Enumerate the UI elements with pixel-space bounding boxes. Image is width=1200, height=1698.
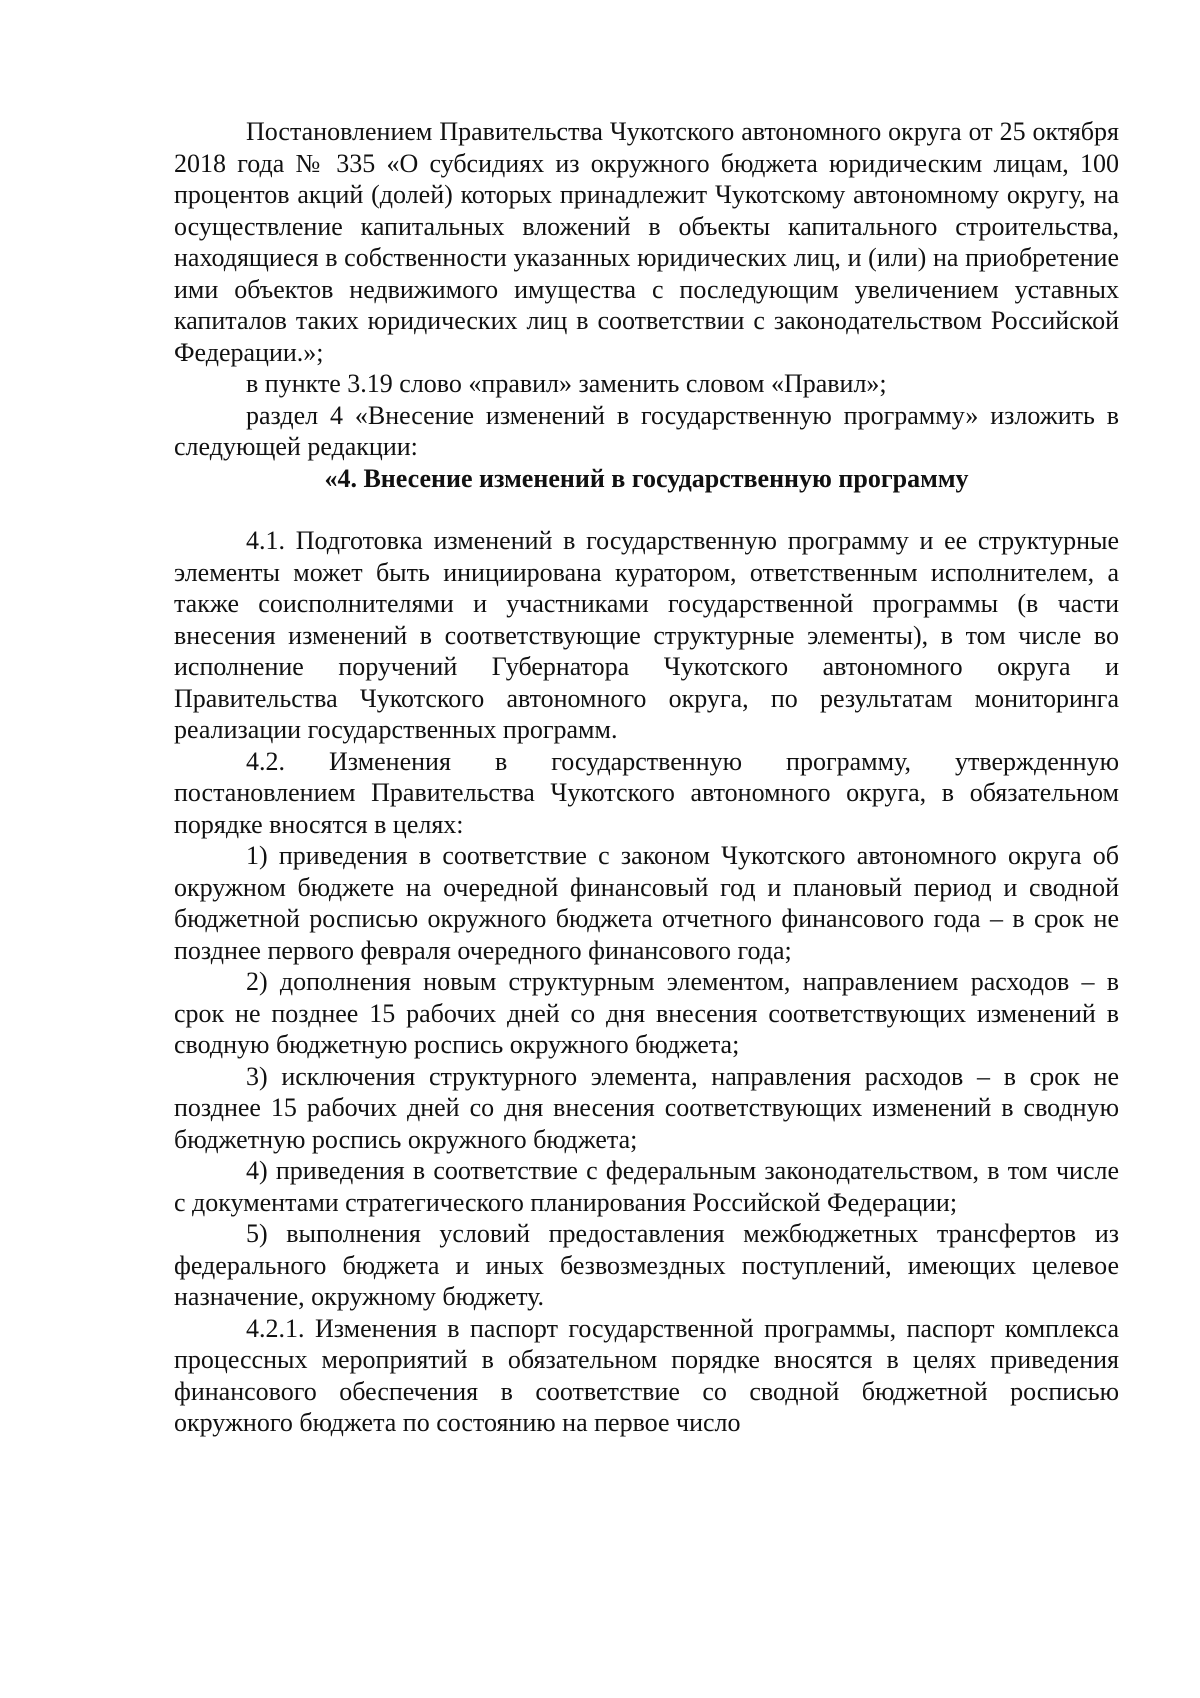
list-item-5: 5) выполнения условий предоставления межбюджетных трансфертов из федерального бюджета и иных безвозмездных поступлений, имеющих целевое назначение, окружному бюджету. [174,1219,1119,1311]
paragraph-4-2-1: 4.2.1. Изменения в паспорт государственной программы, паспорт комплекса процессных мероприятий в обязательном порядке вносятся в целях приведения финансового обеспечения в соответствие со сводной бюджетной росписью окружного бюджета по состоянию на первое число [174,1313,1119,1437]
list-item-3: 3) исключения структурного элемента, направления расходов – в срок не позднее 15 рабочих дней со дня внесения соответствующих изменений в сводную бюджетную роспись окружного бюджета; [174,1061,1119,1154]
list-item-2: 2) дополнения новым структурным элементом, направлением расходов – в срок не позднее 15 рабочих дней со дня внесения соответствующих изменений в сводную бюджетную роспись окружного бюджета; [174,967,1119,1059]
paragraph-4-2: 4.2. Изменения в государственную программу, утвержденную постановлением Правительства Чукотского автономного округа, в обязательном порядке вносятся в целях: [174,746,1119,839]
section-4-heading: «4. Внесение изменений в государственную программу [324,463,969,493]
paragraph-4-1: 4.1. Подготовка изменений в государственную программу и ее структурные элементы может быть инициирована куратором, ответственным исполнителем, а также соисполнителями и участниками государственной программы (в части внесения изменений в соответствующие структурные элементы), в том числе во исполнение поручений Губернатора Чукотского автономного округа и Правительства Чукотского автономного округа, по результатам мониторинга реализации государственных программ. [174,526,1119,744]
paragraph-resolution-reference: Постановлением Правительства Чукотского автономного округа от 25 октября 2018 года № 335 «О субсидиях из окружного бюджета юридическим лицам, 100 процентов акций (долей) которых принадлежит Чукотскому автономному округу, на осуществление капитальных вложений в объекты капитального строительства, находящиеся в собственности указанных юридических лиц, и (или) на приобретение ими объектов недвижимого имущества с последующим увеличением уставных капиталов таких юридических лиц в соответствии с законодательством Российской Федерации.»; [174,117,1119,367]
list-item-4: 4) приведения в соответствие с федеральным законодательством, в том числе с документами стратегического планирования Российской Федерации; [174,1156,1119,1217]
list-item-1: 1) приведения в соответствие с законом Чукотского автономного округа об окружном бюджете на очередной финансовый год и плановый период и сводной бюджетной росписью окружного бюджета отчетного финансового года – в срок не позднее первого февраля очередного финансового года; [174,841,1119,965]
paragraph-section4-intro: раздел 4 «Внесение изменений в государственную программу» изложить в следующей редакции: [174,400,1119,461]
document-body [174,116,1119,1439]
paragraph-3-19-amendment: в пункте 3.19 слово «правил» заменить словом «Правил»; [246,369,887,398]
